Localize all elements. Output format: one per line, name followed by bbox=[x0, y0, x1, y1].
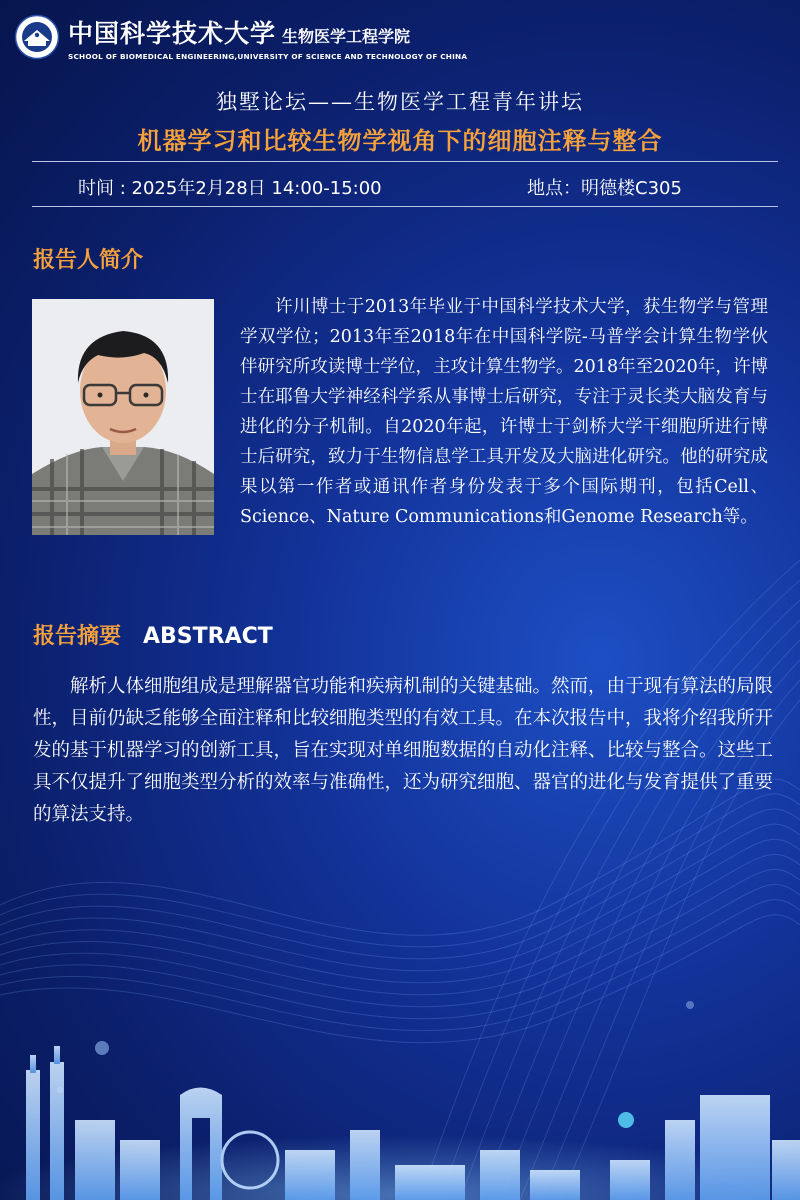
speaker-heading: 报告人简介 bbox=[33, 248, 144, 273]
university-english-name: SCHOOL OF BIOMEDICAL ENGINEERING,UNIVERSITY OF SCIENCE AND TECHNOLOGY OF CHINA bbox=[68, 51, 468, 61]
abstract-heading-en: ABSTRACT bbox=[143, 624, 273, 649]
speaker-photo bbox=[32, 299, 214, 535]
header bbox=[14, 12, 467, 62]
school-name: 生物医学工程学院 bbox=[282, 26, 411, 46]
university-logo-icon bbox=[14, 14, 60, 60]
divider-bottom bbox=[32, 206, 778, 207]
university-name: 中国科学技术大学 bbox=[68, 18, 277, 48]
event-place: 地点：明德楼C305 bbox=[527, 178, 682, 199]
abstract-text: 解析人体细胞组成是理解器官功能和疾病机制的关键基础。然而，由于现有算法的局限性，目前仍缺乏能够全面注释和比较细胞类型的有效工具。在本次报告中，我将介绍我所开发的基于机器学习的创新工具，旨在实现对单细胞数据的自动化注释、比较与整合。这些工具不仅提升了细胞类型分析的效率与准确性，还为研究细胞、器官的进化与发育提供了重要的算法支持。 bbox=[33, 676, 774, 825]
university-block bbox=[68, 14, 467, 61]
abstract-heading: 报告摘要 bbox=[33, 624, 122, 649]
plaid-shirt bbox=[32, 447, 214, 535]
speaker-bio: 许川博士于2013年毕业于中国科学技术大学，获生物学与管理学双学位；2013年至2018年在中国科学院-马普学会计算生物学伙伴研究所攻读博士学位，主攻计算生物学。2018年至2020年，许博士在耶鲁大学神经科学系从事博士后研究，专注于灵长类大脑发育与进化的分子机制。自2020年起，许博士于剑桥大学干细胞所进行博士后研究，致力于生物信息学工具开发及大脑进化研究。他的研究成果以第一作者或通讯作者身份发表于多个国际期刊，包括Cell、Science、Nature Communications和Genome Research等。 bbox=[240, 297, 768, 527]
university-title-row bbox=[68, 14, 467, 50]
forum-title: 独墅论坛——生物医学工程青年讲坛 bbox=[216, 90, 584, 114]
speaker-portrait-icon bbox=[32, 299, 214, 535]
talk-title: 机器学习和比较生物学视角下的细胞注释与整合 bbox=[137, 127, 663, 155]
abstract-heading-row bbox=[33, 619, 273, 650]
divider-top bbox=[32, 161, 778, 162]
city-skyline bbox=[26, 1046, 800, 1200]
event-time: 时间 : 2025年2月28日 14:00-15:00 bbox=[78, 178, 382, 199]
